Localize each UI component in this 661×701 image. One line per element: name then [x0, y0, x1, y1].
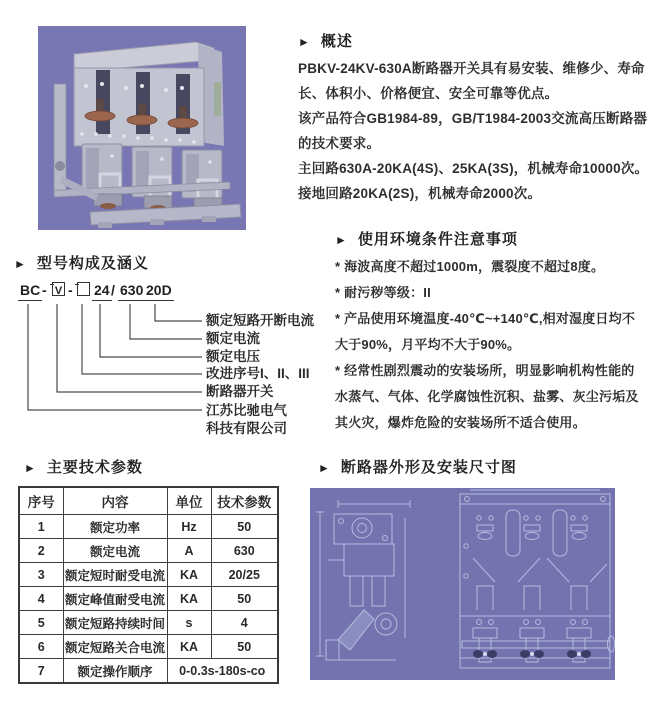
overview-text-line: PBKV-24KV-630A断路器开关具有易安装、维修少、寿命: [298, 61, 645, 76]
environment-text-line: * 经常性剧烈震动的安装场所，明显影响机构性能的: [335, 363, 635, 378]
environment-title-text: 使用环境条件注意事项: [357, 231, 518, 248]
code-improve-box: [75, 282, 79, 285]
overview-text-line: 该产品符合GB1984-89，GB/T1984-2003交流高压断路器: [298, 111, 648, 126]
table-row: [19, 563, 278, 587]
environment-text-line: * 耐污秽等级：II: [335, 285, 431, 300]
table-cell: 4: [211, 611, 278, 635]
environment-text-line: 其火灾，爆炸危险的安装场所不适合使用。: [335, 415, 586, 430]
table-cell: 额定功率: [63, 515, 167, 539]
overview-text-line: 的技术要求。: [298, 136, 381, 151]
environment-title: [335, 228, 661, 249]
section-arrow-icon: ►: [335, 232, 348, 247]
section-overview: [298, 30, 661, 206]
table-cell: 4: [19, 587, 63, 611]
table-cell: 额定峰值耐受电流: [63, 587, 167, 611]
table-cell: Hz: [167, 515, 211, 539]
code-switch-type-box: V: [50, 282, 54, 285]
code-slash: /: [111, 282, 115, 298]
model-label-switch: 断路器开关: [206, 384, 274, 399]
code-dash: -: [68, 282, 73, 298]
code-voltage: 24: [92, 282, 112, 301]
column-header: 单位: [167, 487, 211, 515]
code-breaking: 20D: [144, 282, 174, 301]
section-model: [14, 252, 326, 450]
section-parameters: [18, 456, 288, 684]
model-label-rated-current: 额定电流: [206, 331, 260, 346]
environment-text-line: 大于90%，月平均不大于90%。: [335, 337, 521, 352]
overview-text: [298, 56, 661, 206]
table-cell: 630: [211, 539, 278, 563]
drawing-title-text: 断路器外形及安装尺寸图: [340, 459, 517, 476]
table-row: [19, 635, 278, 659]
section-arrow-icon: ►: [14, 256, 27, 271]
section-environment: [335, 228, 661, 436]
environment-text: [335, 254, 661, 436]
table-cell: 额定短路关合电流: [63, 635, 167, 659]
section-arrow-icon: ►: [24, 460, 37, 475]
table-cell: 0-0.3s-180s-co: [167, 659, 278, 684]
overview-text-line: 长、体积小、价格便宜、安全可靠等优点。: [298, 86, 559, 101]
environment-text-line: * 产品使用环境温度-40℃~+140℃,相对湿度日均不: [335, 311, 636, 326]
overview-text-line: 主回路630A-20KA(4S)、25KA(3S)，机械寿命10000次。: [298, 161, 649, 176]
model-label-breaking-current: 额定短路开断电流: [206, 313, 314, 328]
code-current: 630: [118, 282, 145, 301]
table-cell: 5: [19, 611, 63, 635]
table-cell: 1: [19, 515, 63, 539]
table-cell: s: [167, 611, 211, 635]
code-company: BC: [18, 282, 42, 301]
table-cell: KA: [167, 563, 211, 587]
table-cell: 额定操作顺序: [63, 659, 167, 684]
parameters-table: [18, 486, 279, 684]
table-cell: 3: [19, 563, 63, 587]
table-cell: 20/25: [211, 563, 278, 587]
column-header: 序号: [19, 487, 63, 515]
table-row: [19, 611, 278, 635]
environment-text-line: 水蒸气、气体、化学腐蚀性沉积、盐雾、灰尘污垢及: [335, 389, 639, 404]
model-label-company-line1: 江苏比驰电气: [206, 403, 287, 418]
overview-title: [298, 30, 661, 51]
leader-lines: [14, 304, 204, 416]
model-title: [14, 252, 326, 273]
column-header: 内容: [63, 487, 167, 515]
table-header-row: [19, 487, 278, 515]
table-cell: 7: [19, 659, 63, 684]
blueprint-illustration: [310, 488, 615, 680]
column-header: 技术参数: [211, 487, 278, 515]
table-cell: 50: [211, 515, 278, 539]
section-arrow-icon: ►: [318, 460, 331, 475]
table-row: [19, 539, 278, 563]
table-cell: 额定短路持续时间: [63, 611, 167, 635]
table-cell: 50: [211, 635, 278, 659]
model-label-company-line2: 科技有限公司: [206, 421, 287, 436]
table-row: [19, 515, 278, 539]
table-row: [19, 659, 278, 684]
model-code: [14, 282, 214, 304]
model-title-text: 型号构成及涵义: [36, 255, 149, 272]
table-cell: KA: [167, 635, 211, 659]
product-photo: [38, 26, 246, 230]
environment-text-line: * 海波高度不超过1000m，震裂度不超过8度。: [335, 259, 605, 274]
overview-text-line: 接地回路20KA(2S)，机械寿命2000次。: [298, 186, 542, 201]
parameters-title-text: 主要技术参数: [46, 459, 143, 476]
table-row: [19, 587, 278, 611]
table-cell: 额定短时耐受电流: [63, 563, 167, 587]
table-cell: 额定电流: [63, 539, 167, 563]
parameters-title: [18, 456, 288, 477]
model-label-rated-voltage: 额定电压: [206, 349, 260, 364]
table-cell: KA: [167, 587, 211, 611]
code-dash: -: [42, 282, 47, 298]
table-cell: 6: [19, 635, 63, 659]
table-cell: 2: [19, 539, 63, 563]
table-cell: A: [167, 539, 211, 563]
model-label-improvement: 改进序号I、II、III: [206, 366, 310, 381]
section-arrow-icon: ►: [298, 34, 311, 49]
drawing-title: [318, 456, 517, 477]
table-cell: 50: [211, 587, 278, 611]
overview-title-text: 概述: [320, 33, 353, 50]
breaker-photo-illustration: [38, 26, 246, 230]
dimension-drawing: [310, 488, 615, 680]
